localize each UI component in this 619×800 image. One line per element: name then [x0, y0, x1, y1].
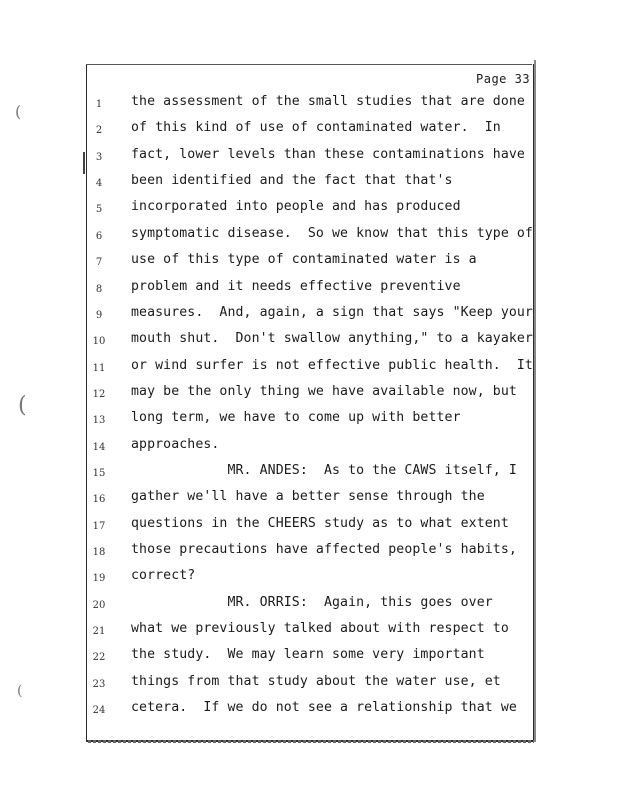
transcript-line [0, 331, 619, 353]
line-number: 11 [92, 363, 106, 374]
transcript-line [0, 120, 619, 142]
line-text: long term, we have to come up with better [131, 410, 461, 425]
transcript-line [0, 489, 619, 511]
line-number: 13 [92, 415, 106, 426]
transcript-line [0, 226, 619, 248]
line-text: of this kind of use of contaminated water. In [131, 120, 501, 135]
line-text: cetera. If we do not see a relationship that we [131, 700, 517, 715]
line-text: been identified and the fact that that's [131, 173, 453, 188]
transcript-line [0, 94, 619, 116]
line-number: 3 [95, 152, 103, 163]
line-text: use of this type of contaminated water is a [131, 252, 477, 267]
line-number: 15 [92, 468, 106, 479]
page-top-edge [86, 64, 532, 65]
line-number: 24 [92, 705, 106, 716]
line-text: those precautions have affected people's habits, [131, 542, 517, 557]
line-text: mouth shut. Don't swallow anything," to a kayaker [131, 331, 533, 346]
transcript-line [0, 252, 619, 274]
transcript-line [0, 305, 619, 327]
line-number: 5 [95, 204, 103, 215]
line-number: 10 [92, 336, 106, 347]
line-number: 8 [95, 284, 103, 295]
line-number: 20 [92, 600, 106, 611]
line-text: gather we'll have a better sense through the [131, 489, 485, 504]
transcript-line [0, 358, 619, 380]
transcript-line [0, 700, 619, 722]
line-number: 21 [92, 626, 106, 637]
line-number: 22 [92, 652, 106, 663]
punch-hole-mark-icon: ( [17, 683, 23, 699]
line-text: may be the only thing we have available now, but [131, 384, 517, 399]
line-text: things from that study about the water use, et [131, 674, 501, 689]
line-text: or wind surfer is not effective public health. It [131, 358, 533, 373]
line-text: approaches. [131, 437, 220, 452]
transcript-line [0, 173, 619, 195]
line-text: MR. ANDES: As to the CAWS itself, I [131, 463, 517, 478]
line-text: the assessment of the small studies that are done [131, 94, 525, 109]
transcript-line [0, 410, 619, 432]
transcript-line [0, 647, 619, 669]
scan-edge-artifact [88, 740, 534, 743]
transcript-line [0, 621, 619, 643]
line-number: 14 [92, 442, 106, 453]
line-number: 17 [92, 521, 106, 532]
line-number: 23 [92, 679, 106, 690]
transcript-line [0, 384, 619, 406]
transcript-line [0, 542, 619, 564]
line-number: 2 [95, 125, 103, 136]
transcript-line [0, 147, 619, 169]
transcript-line [0, 516, 619, 538]
line-text: the study. We may learn some very important [131, 647, 485, 662]
line-text: what we previously talked about with respect to [131, 621, 509, 636]
page-number: Page 33 [476, 72, 531, 86]
transcript-line [0, 437, 619, 459]
line-number: 12 [92, 389, 106, 400]
line-number: 9 [95, 310, 103, 321]
line-text: measures. And, again, a sign that says "Keep your [131, 305, 533, 320]
line-text: problem and it needs effective preventive [131, 279, 461, 294]
transcript-line [0, 199, 619, 221]
line-number: 7 [95, 257, 103, 268]
transcript-line [0, 595, 619, 617]
line-text: incorporated into people and has produced [131, 199, 461, 214]
line-text: fact, lower levels than these contaminations have [131, 147, 525, 162]
transcript-line [0, 279, 619, 301]
transcript-line [0, 674, 619, 696]
transcript-line [0, 463, 619, 485]
transcript-line [0, 568, 619, 590]
line-text: questions in the CHEERS study as to what extent [131, 516, 509, 531]
line-text: symptomatic disease. So we know that this type of [131, 226, 533, 241]
line-number: 19 [92, 573, 106, 584]
line-text: MR. ORRIS: Again, this goes over [131, 595, 493, 610]
line-number: 4 [95, 178, 103, 189]
line-number: 1 [95, 99, 103, 110]
line-text: correct? [131, 568, 196, 583]
punch-hole-mark-icon: ( [15, 102, 22, 121]
line-number: 6 [95, 231, 103, 242]
line-number: 18 [92, 547, 106, 558]
punch-hole-mark-icon: ( [18, 393, 27, 418]
line-number: 16 [92, 494, 106, 505]
